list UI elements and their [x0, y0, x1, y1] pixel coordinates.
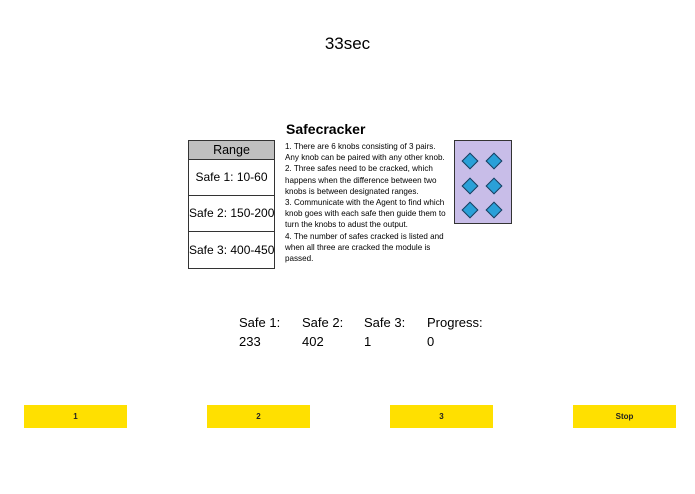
module-title: Safecracker — [286, 121, 366, 137]
button-3[interactable]: 3 — [390, 405, 493, 428]
stat-safe-2 — [302, 313, 343, 351]
knob-5-icon[interactable] — [462, 202, 479, 219]
stat-safe-3 — [364, 313, 405, 351]
stat-safe-3-label: Safe 3: — [364, 315, 406, 330]
range-row-safe-2: Safe 2: 150-200 — [189, 196, 274, 232]
stat-progress-value: 0 — [427, 334, 435, 349]
range-table — [188, 140, 275, 269]
knob-panel — [454, 140, 512, 224]
stat-safe-1 — [239, 313, 280, 351]
instruction-2: 2. Three safes need to be cracked, which happens when the difference between two knobs is between designated ranges. — [285, 164, 437, 196]
stat-safe-3-value: 1 — [364, 334, 372, 349]
countdown-timer: 33sec — [324, 34, 371, 53]
range-row-safe-3: Safe 3: 400-450 — [189, 243, 275, 257]
instruction-3: 3. Communicate with the Agent to find which knob goes with each safe then guide them to turn the knobs to adust the output. — [285, 198, 446, 230]
range-row-safe-1: Safe 1: 10-60 — [189, 160, 274, 196]
knob-6-icon[interactable] — [486, 202, 503, 219]
knob-1-icon[interactable] — [462, 153, 479, 170]
stat-safe-1-value: 233 — [239, 334, 261, 349]
knob-4-icon[interactable] — [486, 178, 503, 195]
instruction-1: 1. There are 6 knobs consisting of 3 pairs. Any knob can be paired with any other knob. — [285, 142, 445, 163]
stop-button[interactable]: Stop — [573, 405, 676, 428]
stat-safe-2-label: Safe 2: — [302, 315, 344, 330]
instruction-4: 4. The number of safes cracked is listed and when all three are cracked the module is passed. — [285, 231, 444, 264]
instructions — [285, 141, 448, 264]
knob-2-icon[interactable] — [486, 153, 503, 170]
knob-3-icon[interactable] — [462, 178, 479, 195]
stat-safe-1-label: Safe 1: — [239, 315, 281, 330]
button-2[interactable]: 2 — [207, 405, 310, 428]
stat-progress-label: Progress: — [427, 315, 483, 330]
range-table-header: Range — [189, 141, 274, 160]
button-1[interactable]: 1 — [24, 405, 127, 428]
stat-safe-2-value: 402 — [302, 334, 324, 349]
stat-progress — [427, 313, 483, 351]
